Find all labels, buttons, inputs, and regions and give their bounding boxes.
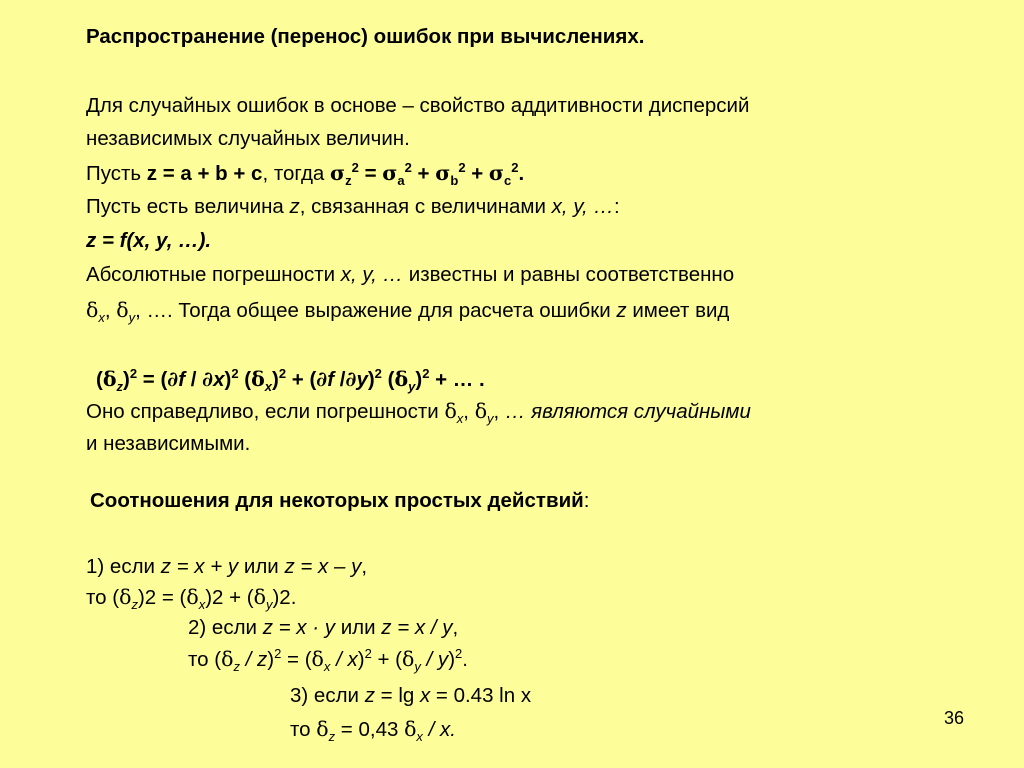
- partial-symbol: ∂: [202, 367, 214, 391]
- intro-line-4: [86, 195, 620, 219]
- text: 3) если: [290, 684, 365, 707]
- text: известны и равны соответственно: [408, 263, 735, 286]
- var-z: z: [289, 195, 300, 218]
- paren: ): [367, 368, 375, 391]
- superscript: 2: [278, 366, 287, 381]
- subscript: y: [414, 659, 421, 674]
- slide-title: [86, 25, 644, 49]
- text: / x: [330, 648, 358, 671]
- superscript: 2: [458, 160, 466, 175]
- var-x: x: [419, 684, 431, 707]
- subscript: y: [265, 597, 273, 612]
- superscript: 2: [404, 160, 412, 175]
- subscript: z: [131, 597, 138, 612]
- delta-symbol: δ: [186, 585, 199, 609]
- intro-line-2: [86, 127, 410, 151]
- paren: (: [96, 368, 103, 391]
- delta-symbol: δ: [251, 367, 265, 391]
- delta-symbol: δ: [253, 585, 266, 609]
- subscript: z: [116, 379, 124, 394]
- subscript: y: [487, 411, 494, 426]
- paren: ): [224, 368, 232, 391]
- var-z: z: [364, 684, 375, 707]
- superscript: 2: [374, 366, 382, 381]
- delta-symbol: δ: [474, 399, 488, 423]
- text: Пусть есть величина: [86, 195, 290, 218]
- text: имеет вид: [626, 299, 730, 322]
- sigma-symbol: σ: [330, 161, 346, 185]
- superscript: 2: [511, 160, 519, 175]
- delta-symbol: δ: [86, 298, 99, 322]
- page-number: 36: [944, 708, 965, 728]
- equals: =: [358, 162, 383, 185]
- dot: .: [462, 648, 468, 671]
- superscript: 2: [231, 366, 239, 381]
- delta-symbol: δ: [311, 647, 324, 671]
- rule-1-line-2: [86, 585, 296, 610]
- rule-3-line-2: [290, 717, 456, 742]
- partial-symbol: ∂: [316, 367, 328, 391]
- section-heading: [90, 489, 589, 513]
- validity-line-1: Оно справедливо, если погрешности $\delta_x$, $\delta_y$, … являются случайными: [86, 399, 751, 426]
- sigma-symbol: σ: [382, 161, 398, 185]
- text: … являются случайными: [499, 400, 751, 423]
- text: = 0,43: [335, 718, 405, 741]
- colon: :: [583, 489, 590, 512]
- formula: z = x – y: [284, 555, 362, 578]
- var-y: y: [356, 368, 368, 391]
- text: или: [335, 616, 382, 639]
- error-propagation-formula: [96, 367, 485, 392]
- text: или: [238, 555, 285, 578]
- var-f: f: [178, 368, 186, 391]
- function-formula: z = f(x, y, …).: [86, 229, 212, 252]
- var-x: x: [213, 368, 225, 391]
- heading-text: Соотношения для некоторых простых действий: [90, 489, 584, 512]
- text: )2.: [272, 586, 297, 609]
- subscript: b: [450, 173, 459, 188]
- subscript: y: [128, 310, 136, 325]
- text: lg: [398, 684, 420, 707]
- rule-2-line-2: то $(\delta_z / z)^2 = (\delta_x / x)^2 + (\delta_y / y)^2$.: [188, 646, 468, 674]
- text: 2) если: [188, 616, 263, 639]
- superscript: 2: [129, 366, 138, 381]
- subscript: x: [98, 310, 105, 325]
- delta-symbol: δ: [394, 367, 409, 391]
- text: и независимыми.: [86, 432, 251, 455]
- paren: (: [309, 368, 317, 391]
- text: , связанная с величинами: [299, 195, 552, 218]
- text: ,: [104, 299, 117, 322]
- paren: (: [387, 368, 395, 391]
- comma: ,: [452, 616, 459, 639]
- superscript: 2: [351, 160, 359, 175]
- plus: +: [411, 162, 436, 185]
- slash: /: [334, 368, 346, 391]
- delta-symbol: δ: [316, 717, 329, 741]
- text: Оно справедливо, если погрешности: [86, 400, 445, 423]
- var-f: f: [327, 368, 335, 391]
- subscript: c: [504, 173, 512, 188]
- var-z: z: [616, 299, 627, 322]
- text: то (: [86, 586, 120, 609]
- paren: (: [160, 368, 168, 391]
- subscript: x: [416, 729, 423, 744]
- superscript: 2: [274, 646, 282, 661]
- partial-symbol: ∂: [345, 367, 357, 391]
- text: )2 + (: [205, 586, 254, 609]
- paren: ): [123, 368, 130, 391]
- comma: ,: [361, 555, 368, 578]
- text: то: [290, 718, 317, 741]
- text: Абсолютные погрешности: [86, 263, 341, 286]
- intro-line-1: [86, 94, 749, 118]
- formula: z = x · y: [262, 616, 336, 639]
- text: / y: [420, 648, 449, 671]
- formula-sum: z = a + b + c: [146, 162, 263, 185]
- paren: ): [415, 368, 423, 391]
- vars: x, y, …: [340, 263, 409, 286]
- text: / x.: [422, 718, 456, 741]
- subscript: x: [323, 659, 331, 674]
- equals: =: [137, 368, 161, 391]
- plus: +: [465, 162, 489, 185]
- colon: :: [613, 195, 620, 218]
- subscript: x: [264, 379, 273, 394]
- superscript: 2: [455, 646, 463, 661]
- superscript: 2: [364, 646, 372, 661]
- validity-line-2: [86, 432, 250, 456]
- text: ,: [463, 400, 475, 423]
- text: независимых случайных величин.: [86, 127, 410, 150]
- delta-line: $\delta_x$, $\delta_y$, …. Тогда общее выражение для расчета ошибки z имеет вид: [86, 298, 730, 325]
- sigma-symbol: σ: [488, 161, 505, 185]
- vars: x, y, …: [551, 195, 614, 218]
- text: 1) если: [86, 555, 161, 578]
- sigma-symbol: σ: [435, 161, 451, 185]
- text: Для случайных ошибок в основе – свойство аддитивности дисперсий: [86, 94, 750, 117]
- rule-1-line-1: [86, 555, 367, 579]
- delta-symbol: δ: [221, 647, 234, 671]
- function-line: [86, 229, 211, 253]
- subscript: z: [345, 173, 352, 188]
- superscript: 2: [422, 366, 430, 381]
- text: …. Тогда общее выражение для расчета ошибки: [140, 299, 617, 322]
- equals: =: [374, 684, 399, 707]
- delta-symbol: δ: [404, 717, 417, 741]
- partial-symbol: ∂: [167, 367, 179, 391]
- formula: z = x + y: [160, 555, 239, 578]
- text: , тогда: [262, 162, 331, 185]
- intro-line-3: Пусть z = a + b + c, тогда $\sigma_z^2 = \sigma_a^2 + \sigma_b^2 + \sigma_c^2$.: [86, 160, 525, 188]
- subscript: a: [397, 173, 405, 188]
- abs-line: [86, 263, 734, 287]
- paren: (: [244, 368, 252, 391]
- paren: ): [272, 368, 279, 391]
- delta-symbol: δ: [402, 647, 415, 671]
- subscript: x: [456, 411, 464, 426]
- text: то (: [188, 648, 222, 671]
- plus: +: [286, 368, 310, 391]
- delta-symbol: δ: [102, 367, 117, 391]
- slash: /: [185, 368, 203, 391]
- subscript: z: [328, 729, 336, 744]
- subscript: y: [408, 379, 416, 394]
- formula-end: + … .: [429, 368, 485, 391]
- subscript: x: [198, 597, 206, 612]
- text: / z: [239, 648, 268, 671]
- text: = 0.43 ln x: [430, 684, 532, 707]
- rule-3-line-1: [290, 684, 531, 708]
- delta-symbol: δ: [116, 298, 129, 322]
- delta-symbol: δ: [119, 585, 132, 609]
- text: )2 = (: [137, 586, 187, 609]
- formula: z = x / y: [381, 616, 453, 639]
- rule-2-line-1: [188, 616, 458, 640]
- delta-symbol: δ: [444, 399, 457, 423]
- title-text: Распространение (перенос) ошибок при вычислениях.: [86, 25, 645, 48]
- subscript: z: [233, 659, 240, 674]
- text: Пусть: [86, 162, 147, 185]
